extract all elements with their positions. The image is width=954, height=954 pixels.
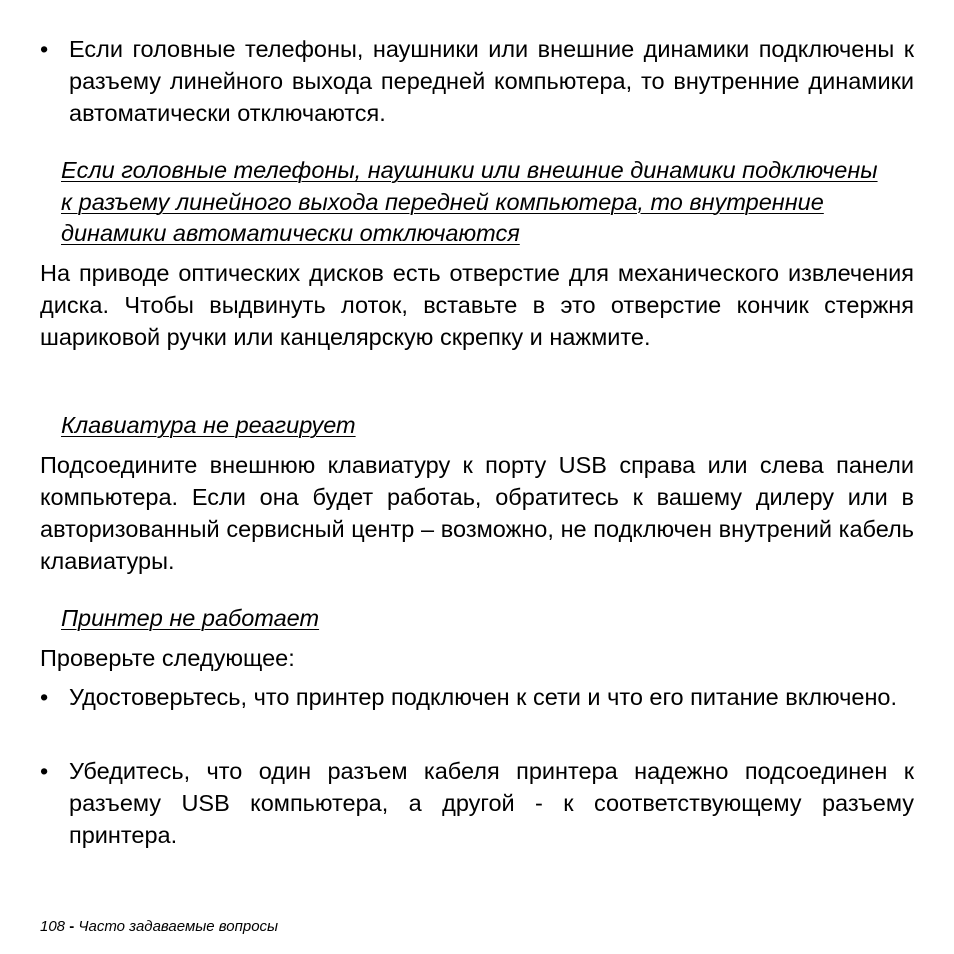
paragraph-optical-drive: На приводе оптических дисков есть отверстие для механического извлечения диска. Чтобы выдвинуть лоток, вставьте в это отверстие кончик стержня шариковой ручки или канцелярскую скрепку и нажмите. — [40, 260, 914, 350]
page-footer — [40, 917, 278, 937]
bullet-text: Удостоверьтесь, что принтер подключен к сети и что его питание включено. — [69, 684, 898, 710]
page-number: 108 — [40, 918, 66, 935]
section-heading-printer: Принтер не работает — [61, 605, 320, 631]
section-heading-keyboard: Клавиатура не реагирует — [61, 412, 356, 438]
section-heading-headphones: Если головные телефоны, наушники или внешние динамики подключены к разъему линейного выхода передней компьютера, то внутренние динамики автоматически отключаются — [61, 157, 878, 246]
bullet-item-printer-cable — [40, 755, 914, 851]
bullet-item-headphones — [40, 33, 914, 129]
paragraph-keyboard: Подсоедините внешнюю клавиатуру к порту USB справа или слева панели компьютера. Если она будет работаь, обратитесь к вашему дилеру или в авторизованный сервисный центр – возможно, не подключен внутрений кабель клавиатуры. — [40, 452, 914, 574]
footer-separator: - — [69, 918, 75, 935]
bullet-marker: • — [40, 684, 49, 710]
bullet-marker: • — [40, 758, 49, 784]
bullet-item-printer-power — [40, 681, 914, 713]
bullet-text: Если головные телефоны, наушники или внешние динамики подключены к разъему линейного выхода передней компьютера, то внутренние динамики автоматически отключаются. — [69, 36, 914, 126]
bullet-text: Убедитесь, что один разъем кабеля принтера надежно подсоединен к разъему USB компьютера, а другой - к соответствующему разъему принтера. — [69, 758, 914, 848]
paragraph-check-following: Проверьте следующее: — [40, 645, 295, 671]
bullet-marker: • — [40, 36, 49, 62]
footer-section-title: Часто задаваемые вопросы — [78, 918, 279, 935]
